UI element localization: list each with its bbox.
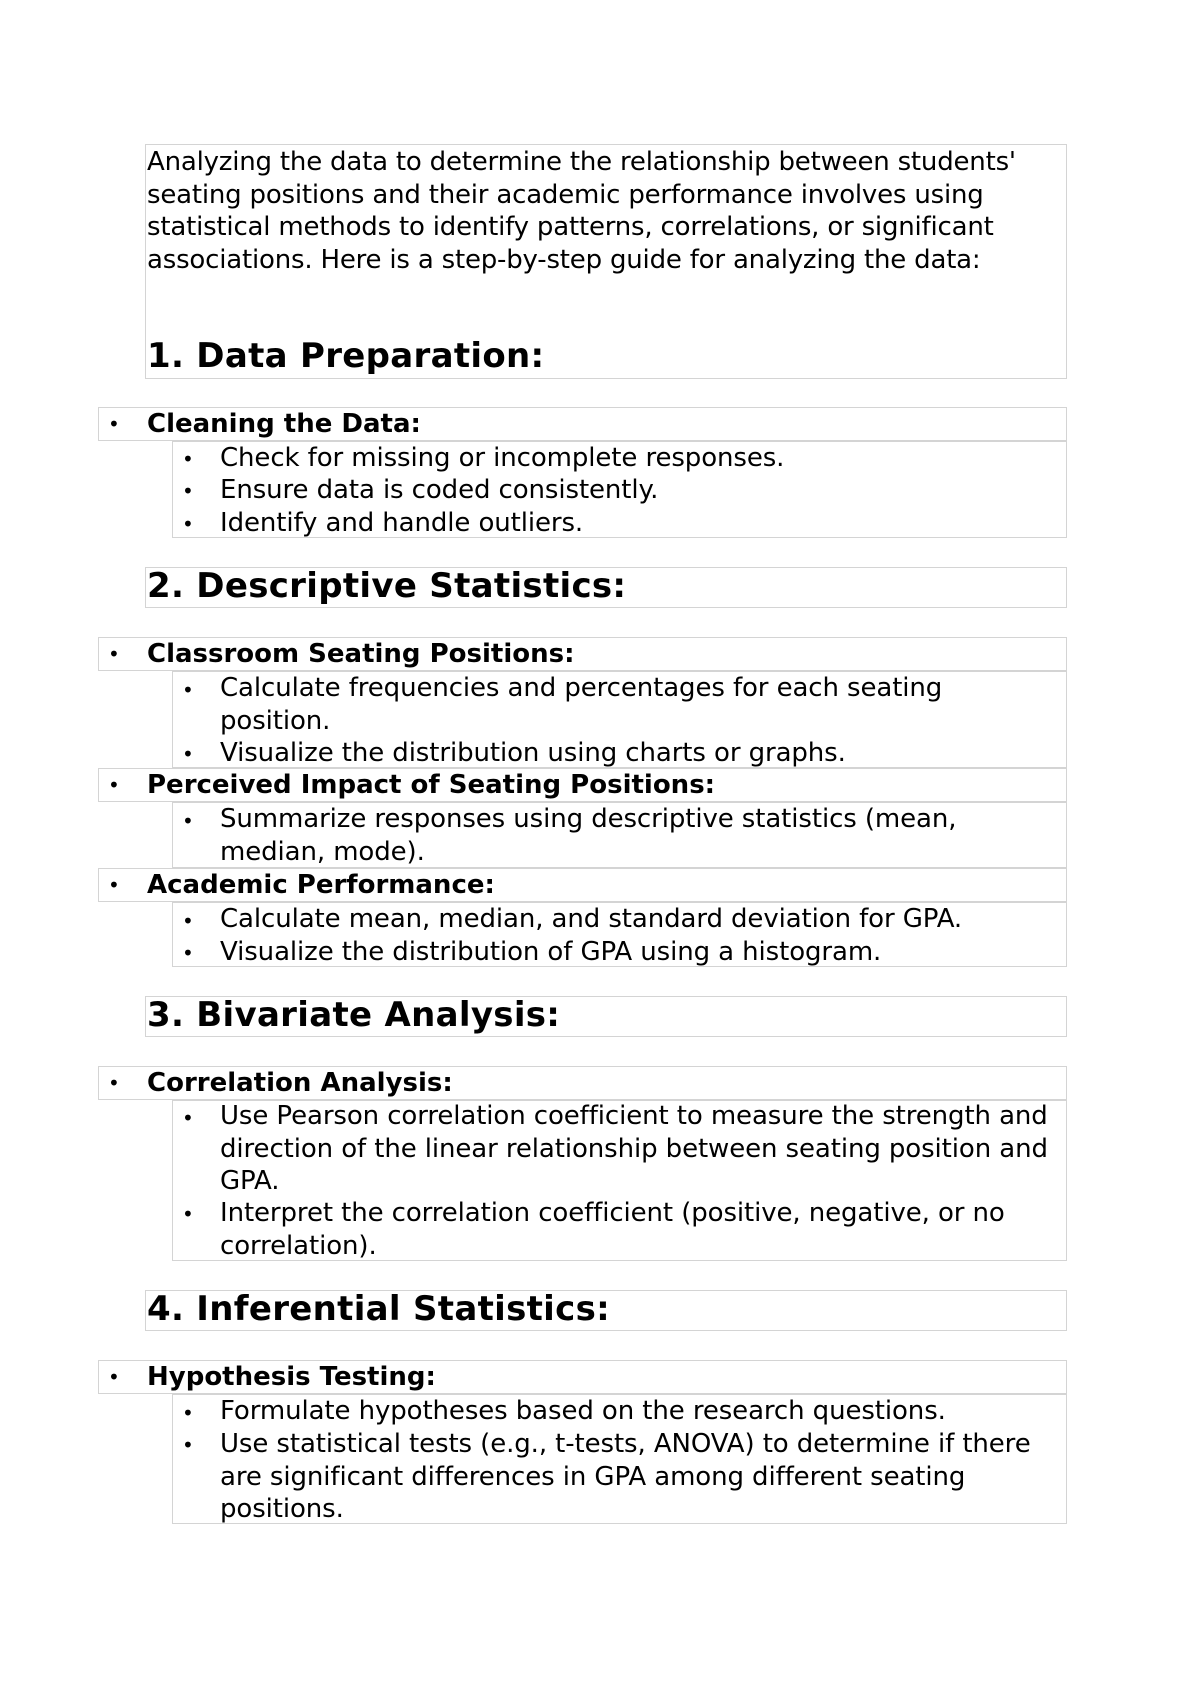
section-heading: 3. Bivariate Analysis: [147, 995, 561, 1035]
section-heading: 4. Inferential Statistics: [147, 1289, 611, 1329]
sub-list-item: Summarize responses using descriptive statistics (mean, median, mode). [220, 804, 957, 867]
bullet-icon: • [108, 642, 120, 666]
sub-list-item: Use Pearson correlation coefficient to measure the strength and direction of the linear relationship between seating position and GPA. [220, 1101, 1048, 1196]
bullet-label: Perceived Impact of Seating Positions: [147, 770, 716, 800]
sub-bullet-icon: • [182, 941, 194, 965]
bullet-icon: • [108, 773, 120, 797]
intro-paragraph: Analyzing the data to determine the relationship between students' seating positions and their academic performance involves using statistical methods to identify patterns, correlations, or significant associations. Here is a step-by-step guide for analyzing the data: [147, 147, 1016, 275]
sub-list-item: Visualize the distribution of GPA using a histogram. [220, 937, 882, 967]
section-heading: 2. Descriptive Statistics: [147, 566, 627, 606]
sub-bullet-icon: • [182, 1433, 194, 1457]
sub-bullet-icon: • [182, 1401, 194, 1425]
sub-list-item: Visualize the distribution using charts or graphs. [220, 738, 846, 768]
sub-list-item: Interpret the correlation coefficient (positive, negative, or no correlation). [220, 1198, 1005, 1261]
bullet-icon: • [108, 1365, 120, 1389]
bullet-icon: • [108, 873, 120, 897]
bullet-icon: • [108, 1071, 120, 1095]
sub-list-item: Calculate frequencies and percentages for each seating position. [220, 673, 943, 736]
sub-bullet-icon: • [182, 1106, 194, 1130]
bullet-label: Hypothesis Testing: [147, 1362, 436, 1392]
sub-bullet-icon: • [182, 742, 194, 766]
sub-bullet-icon: • [182, 447, 194, 471]
sub-list-item: Formulate hypotheses based on the research questions. [220, 1396, 946, 1426]
sub-list-item: Use statistical tests (e.g., t-tests, ANOVA) to determine if there are significant differences in GPA among different seating positions. [220, 1429, 1031, 1524]
section-heading: 1. Data Preparation: [147, 336, 545, 376]
sub-list-item: Identify and handle outliers. [220, 508, 584, 538]
bullet-label: Academic Performance: [147, 870, 495, 900]
sub-bullet-icon: • [182, 479, 194, 503]
sub-bullet-icon: • [182, 1202, 194, 1226]
bullet-label: Cleaning the Data: [147, 409, 421, 439]
sub-bullet-icon: • [182, 909, 194, 933]
sub-bullet-icon: • [182, 809, 194, 833]
bullet-label: Classroom Seating Positions: [147, 639, 575, 669]
sub-list-item: Check for missing or incomplete responses. [220, 443, 785, 473]
sub-list-item: Ensure data is coded consistently. [220, 475, 659, 505]
sub-bullet-icon: • [182, 512, 194, 536]
bullet-icon: • [108, 412, 120, 436]
bullet-label: Correlation Analysis: [147, 1068, 453, 1098]
sub-list-item: Calculate mean, median, and standard deviation for GPA. [220, 904, 963, 934]
sub-bullet-icon: • [182, 678, 194, 702]
